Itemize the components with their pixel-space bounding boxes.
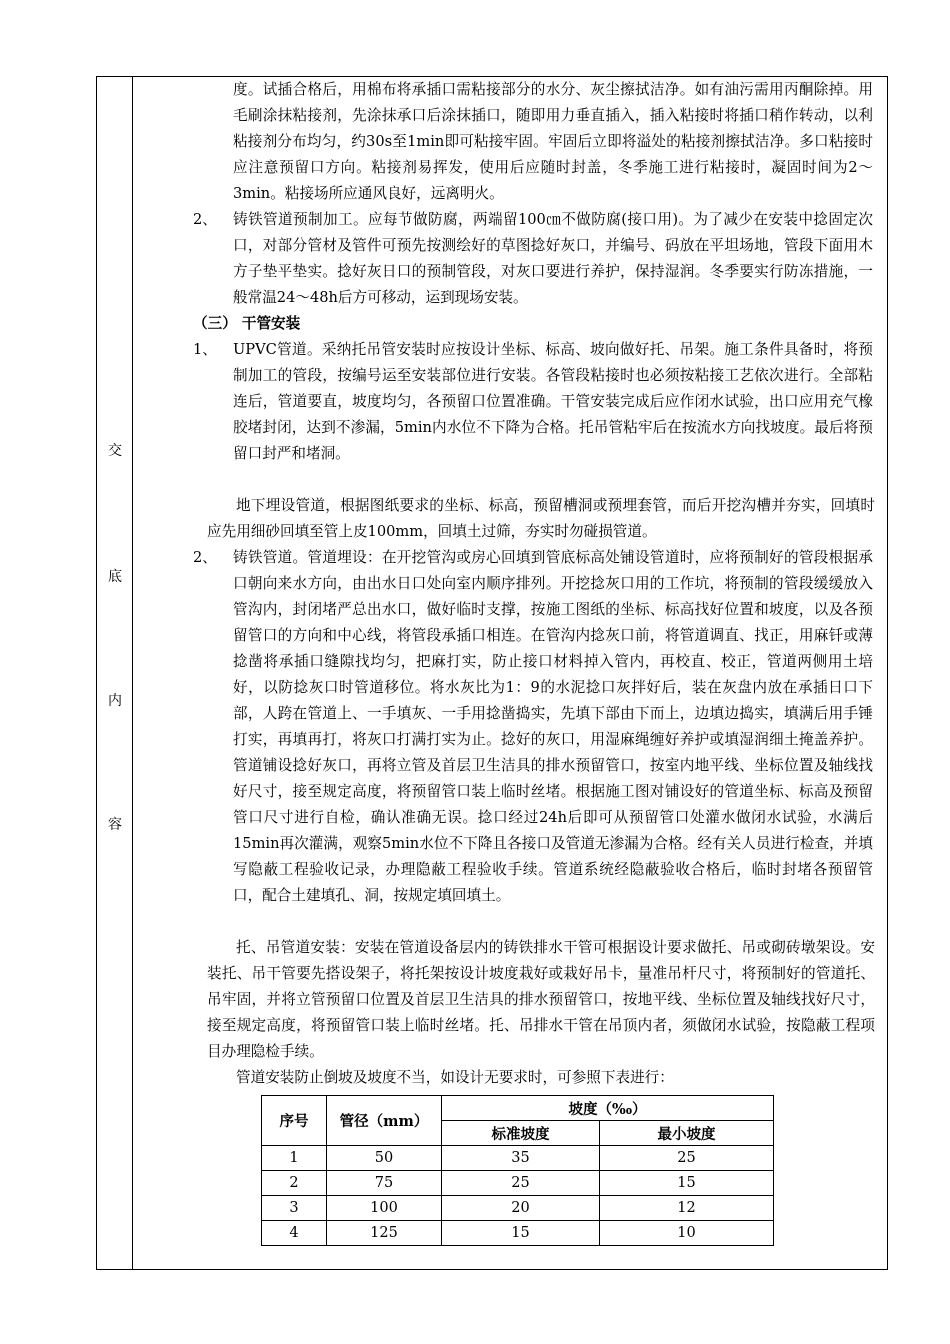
table-header-min: 最小坡度 xyxy=(600,1121,774,1146)
item-text: UPVC管道。采纳托吊管安装时应按设计坐标、标高、坡向做好托、吊架。施工条件具备时，将预制加工的管段，按编号运至安装部位进行安装。各管段粘接时也必须按粘接工艺依次进行。全部粘连后，管道要直，坡度均匀，各预留口位置准确。干管安装完成后应作闭水试验，出口应用充气橡胶堵封闭，达到不渗漏，5min内水位不下降为合格。托吊管粘牢后在按流水方向找坡度。最后将预留口封严和堵洞。 xyxy=(233,341,873,462)
slope-table xyxy=(261,1095,774,1246)
table-row xyxy=(262,1196,774,1221)
continued-paragraph: 度。试插合格后，用棉布将承插口需粘接部分的水分、灰尘擦拭洁净。如有油污需用丙酮除掉。用毛刷涂抹粘接剂，先涂抹承口后涂抹插口，随即用力垂直插入，插入粘接时将插口稍作转动，以利粘接剂分布均匀，约30s至1min即可粘接牢固。牢固后立即将溢处的粘接剂擦拭洁净。多口粘接时应注意预留口方向。粘接剂易挥发，使用后应随时封盖，冬季施工进行粘接时，凝固时间为2～3min。粘接场所应通风良好，远离明火。 xyxy=(233,81,873,202)
document-frame xyxy=(96,76,888,1270)
table-cell: 10 xyxy=(600,1221,774,1246)
side-label-char: 交 xyxy=(108,443,122,459)
side-label-column xyxy=(97,77,133,1269)
table-cell: 15 xyxy=(442,1221,600,1246)
table-row xyxy=(262,1221,774,1246)
item-number: 1、 xyxy=(193,341,217,358)
paragraph: 管道安装防止倒坡及坡度不当，如设计无要求时，可参照下表进行： xyxy=(236,1069,674,1086)
side-label-char: 内 xyxy=(108,693,122,709)
side-label-char: 底 xyxy=(108,569,122,585)
table-cell: 15 xyxy=(600,1171,774,1196)
table-header-standard: 标准坡度 xyxy=(442,1121,600,1146)
table-cell: 75 xyxy=(327,1171,442,1196)
content-column xyxy=(133,77,887,1269)
table-header-index: 序号 xyxy=(262,1096,327,1146)
table-cell: 25 xyxy=(442,1171,600,1196)
table-header-slope: 坡度（‰） xyxy=(442,1096,774,1121)
item-number: 2、 xyxy=(193,549,217,566)
table-cell: 100 xyxy=(327,1196,442,1221)
table-cell: 50 xyxy=(327,1146,442,1171)
table-cell: 35 xyxy=(442,1146,600,1171)
paragraph: 地下埋设管道，根据图纸要求的坐标、标高，预留槽洞或预埋套管，而后开挖沟槽并夯实，回填时应先用细砂回填至管上皮100mm，回填土过筛，夯实时勿碰损管道。 xyxy=(207,497,875,540)
table-cell: 2 xyxy=(262,1171,327,1196)
paragraph: 托、吊管道安装：安装在管道设备层内的铸铁排水干管可根据设计要求做托、吊或砌砖墩架设。安装托、吊干管要先搭设架子，将托架按设计坡度栽好或栽好吊卡，量准吊杆尺寸，将预制好的管道托、吊牢固，并将立管预留口位置及首层卫生洁具的排水预留管口，按地平线、坐标位置及轴线找好尺寸，接至规定高度，将预留管口装上临时丝堵。托、吊排水干管在吊顶内者，须做闭水试验，按隐蔽工程项目办理隐检手续。 xyxy=(207,939,875,1060)
table-cell: 25 xyxy=(600,1146,774,1171)
table-cell: 12 xyxy=(600,1196,774,1221)
side-label-char: 容 xyxy=(108,817,122,833)
table-row xyxy=(262,1171,774,1196)
table-cell: 4 xyxy=(262,1221,327,1246)
table-cell: 20 xyxy=(442,1196,600,1221)
item-number: 2、 xyxy=(193,211,217,228)
table-header-diameter: 管径（mm） xyxy=(327,1096,442,1146)
table-cell: 3 xyxy=(262,1196,327,1221)
item-text: 铸铁管道。管道埋设：在开挖管沟或房心回填到管底标高处铺设管道时，应将预制好的管段根据承口朝向来水方向，由出水日口处向室内顺序排列。开挖捻灰口用的工作坑，将预制的管段缓缓放入管沟内，封闭堵严总出水口，做好临时支撑，按施工图纸的坐标、标高找好位置和坡度，以及各预留管口的方向和中心线，将管段承插口相连。在管沟内捻灰口前，将管道调直、找正，用麻钎或薄捻凿将承插口缝隙找均匀，把麻打实，防止接口材料掉入管内，再校直、校正，管道两侧用土培好，以防捻灰口时管道移位。将水灰比为1：9的水泥捻口灰拌好后，装在灰盘内放在承插日口下部，人跨在管道上、一手填灰、一手用捻凿捣实，先填下部由下而上，边填边捣实，填满后用手锤打实，再填再打，将灰口打满打实为止。捻好的灰口，用湿麻绳缠好养护或填湿润细土掩盖养护。管道铺设捻好灰口，再将立管及首层卫生洁具的排水预留管口，按室内地平线、坐标位置及轴线找好尺寸，接至规定高度，将预留管口装上临时丝堵。根据施工图对铺设好的管道坐标、标高及预留管口尺寸进行自检，确认准确无误。捻口经过24h后即可从预留管口处灌水做闭水试验，水满后15min再次灌满，观察5min水位不下降且各接口及管道无渗漏为合格。经有关人员进行检查，并填写隐蔽工程验收记录，办理隐蔽工程验收手续。管道系统经隐蔽验收合格后，临时封堵各预留管口，配合土建填孔、洞，按规定填回填土。 xyxy=(233,549,873,904)
table-cell: 1 xyxy=(262,1146,327,1171)
section-heading: （三） 干管安装 xyxy=(193,315,301,332)
table-cell: 125 xyxy=(327,1221,442,1246)
table-row xyxy=(262,1146,774,1171)
item-text: 铸铁管道预制加工。应每节做防腐，两端留100㎝不做防腐(接口用)。为了减少在安装中捻固定次口，对部分管材及管件可预先按测绘好的草图捻好灰口，并编号、码放在平坦场地，管段下面用木方子垫平垫实。捻好灰日口的预制管段，对灰口要进行养护，保持湿润。冬季要实行防冻措施，一般常温24～48h后方可移动，运到现场安装。 xyxy=(233,211,873,306)
